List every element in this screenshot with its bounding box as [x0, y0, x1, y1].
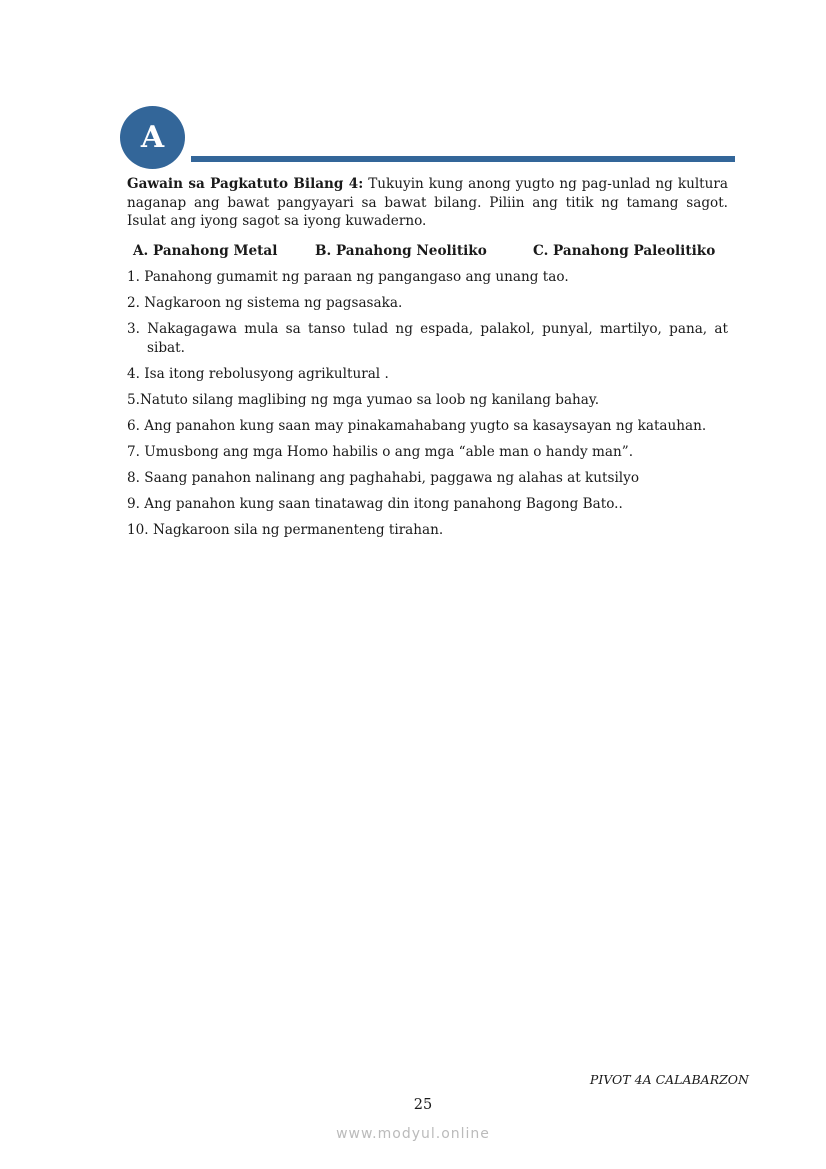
choice-c: C. Panahong Paleolitiko: [533, 242, 716, 259]
choice-a: A. Panahong Metal: [133, 242, 278, 259]
question-item: 5.Natuto silang maglibing ng mga yumao sa loob ng kanilang bahay.: [127, 391, 600, 408]
question-item: 9. Ang panahon kung saan tinatawag din itong panahong Bagong Bato..: [127, 495, 623, 512]
question-item: 10. Nagkaroon sila ng permanenteng tirahan.: [127, 521, 444, 538]
header-rule: [191, 156, 735, 162]
question-item: 4. Isa itong rebolusyong agrikultural .: [127, 365, 389, 382]
instructions-text: Tukuyin kung anong yugto ng pag-unlad ng kultura naganap ang bawat pangyayari sa bawat bilang. Piliin ang titik ng tamang sagot. Isulat ang iyong sagot sa iyong kuwaderno.: [127, 176, 728, 229]
page-number: 25: [413, 1097, 433, 1113]
activity-content: [127, 175, 728, 547]
choice-b: B. Panahong Neolitiko: [315, 242, 487, 259]
answer-choices: [133, 242, 728, 261]
question-item: 6. Ang panahon kung saan may pinakamahabang yugto sa kasaysayan ng katauhan.: [127, 417, 707, 434]
section-badge: A: [120, 106, 185, 169]
footer-label: PIVOT 4A CALABARZON: [589, 1072, 749, 1087]
question-item: 2. Nagkaroon ng sistema ng pagsasaka.: [127, 295, 403, 311]
question-item: 8. Saang panahon nalinang ang paghahabi, paggawa ng alahas at kutsilyo: [127, 469, 640, 486]
question-item: 7. Umusbong ang mga Homo habilis o ang mga “able man o handy man”.: [127, 443, 634, 460]
watermark: www.modyul.online: [336, 1126, 490, 1142]
question-item: 3. Nakagagawa mula sa tanso tulad ng espada, palakol, punyal, martilyo, pana, at sibat.: [127, 321, 728, 356]
question-item: 1. Panahong gumamit ng paraan ng pangangaso ang unang tao.: [127, 269, 569, 285]
activity-label: Gawain sa Pagkatuto Bilang 4:: [127, 176, 364, 192]
activity-instructions: [127, 175, 728, 231]
